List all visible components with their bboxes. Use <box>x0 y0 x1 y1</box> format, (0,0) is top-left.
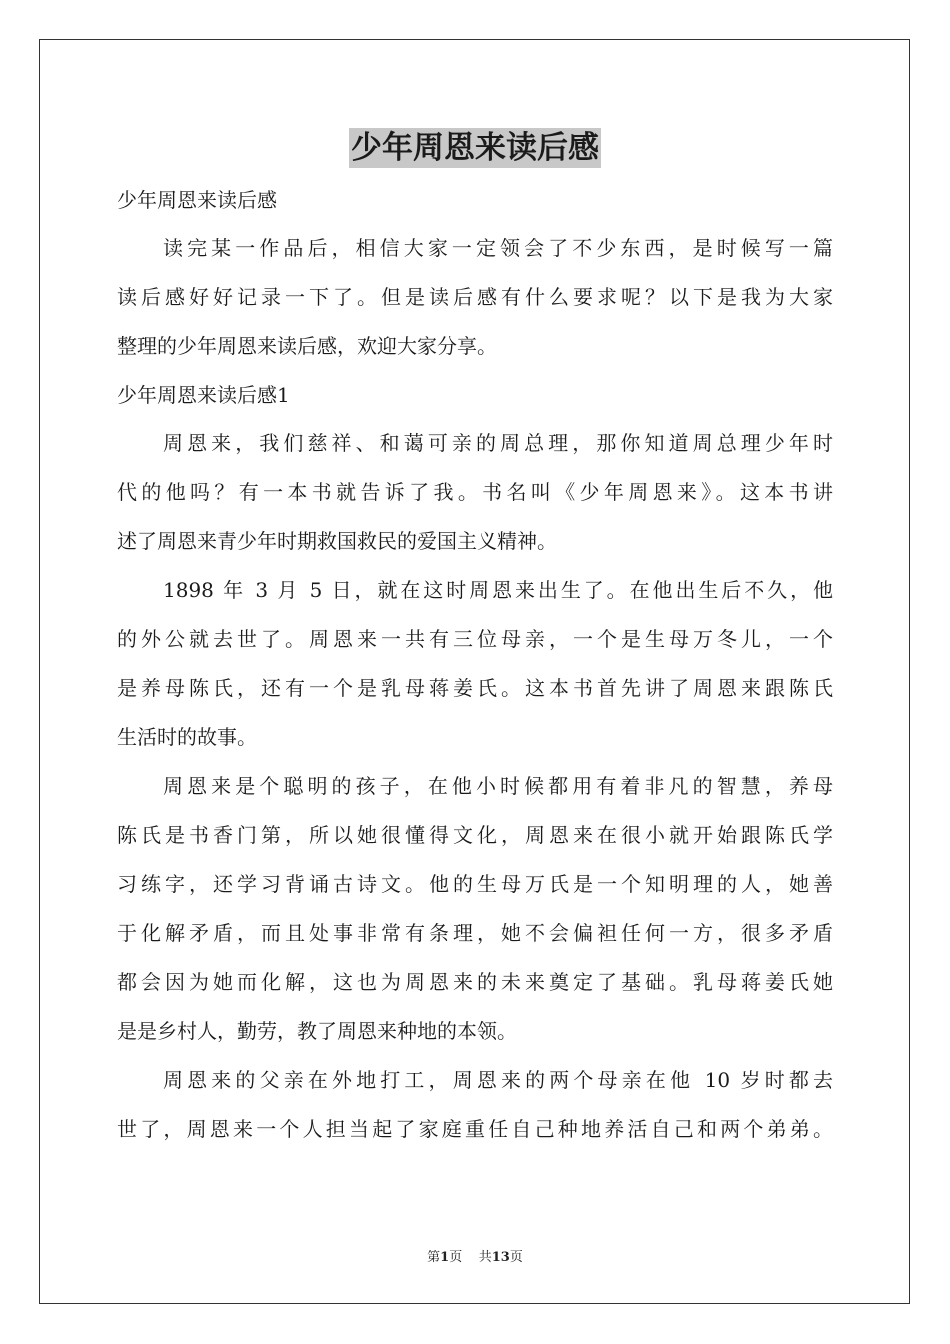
footer-total-prefix: 共 <box>478 1250 492 1265</box>
paragraph-line: 都会因为她而化解，这也为周恩来的未来奠定了基础。乳母蒋姜氏她 <box>117 970 833 994</box>
document-body <box>117 176 833 1154</box>
paragraph-line: 整理的少年周恩来读后感，欢迎大家分享。 <box>117 334 497 358</box>
paragraph-line: 于化解矛盾，而且处事非常有条理，她不会偏袒任何一方，很多矛盾 <box>117 921 833 945</box>
paragraph-line: 周恩来的父亲在外地打工，周恩来的两个母亲在他 10 岁时都去 <box>163 1068 833 1092</box>
document-subtitle: 少年周恩来读后感 <box>117 188 277 212</box>
page-footer <box>0 1246 950 1265</box>
paragraph-line: 世了，周恩来一个人担当起了家庭重任自己种地养活自己和两个弟弟。 <box>117 1117 833 1141</box>
paragraph-line: 的外公就去世了。周恩来一共有三位母亲，一个是生母万冬儿，一个 <box>117 627 833 651</box>
body-paragraph-4 <box>117 1056 833 1154</box>
body-paragraph-2 <box>117 566 833 762</box>
footer-page-suffix: 页 <box>449 1250 463 1265</box>
title-container <box>0 128 950 168</box>
footer-page-prefix: 第 <box>427 1250 441 1265</box>
paragraph-line: 生活时的故事。 <box>117 725 257 749</box>
paragraph-line: 1898 年 3 月 5 日，就在这时周恩来出生了。在他出生后不久，他 <box>163 578 833 602</box>
paragraph-line: 习练字，还学习背诵古诗文。他的生母万氏是一个知明理的人，她善 <box>117 872 833 896</box>
footer-total-suffix: 页 <box>509 1250 523 1265</box>
footer-page-number: 1 <box>440 1250 450 1265</box>
paragraph-line: 周恩来，我们慈祥、和蔼可亲的周总理，那你知道周总理少年时 <box>163 431 833 455</box>
section-heading: 少年周恩来读后感1 <box>117 383 290 407</box>
paragraph-line: 是养母陈氏，还有一个是乳母蒋姜氏。这本书首先讲了周恩来跟陈氏 <box>117 676 833 700</box>
intro-paragraph <box>117 224 833 371</box>
body-paragraph-1 <box>117 419 833 566</box>
paragraph-line: 读完某一作品后，相信大家一定领会了不少东西，是时候写一篇 <box>163 236 833 260</box>
footer-total-pages: 13 <box>491 1250 510 1265</box>
paragraph-line: 读后感好好记录一下了。但是读后感有什么要求呢？以下是我为大家 <box>117 285 833 309</box>
document-title: 少年周恩来读后感 <box>351 130 599 166</box>
paragraph-line: 是是乡村人，勤劳，教了周恩来种地的本领。 <box>117 1019 517 1043</box>
body-paragraph-3 <box>117 762 833 1056</box>
paragraph-line: 陈氏是书香门第，所以她很懂得文化，周恩来在很小就开始跟陈氏学 <box>117 823 833 847</box>
paragraph-line: 代的他吗？有一本书就告诉了我。书名叫《少年周恩来》。这本书讲 <box>117 480 833 504</box>
paragraph-line: 周恩来是个聪明的孩子，在他小时候都用有着非凡的智慧，养母 <box>163 774 833 798</box>
paragraph-line: 述了周恩来青少年时期救国救民的爱国主义精神。 <box>117 529 557 553</box>
